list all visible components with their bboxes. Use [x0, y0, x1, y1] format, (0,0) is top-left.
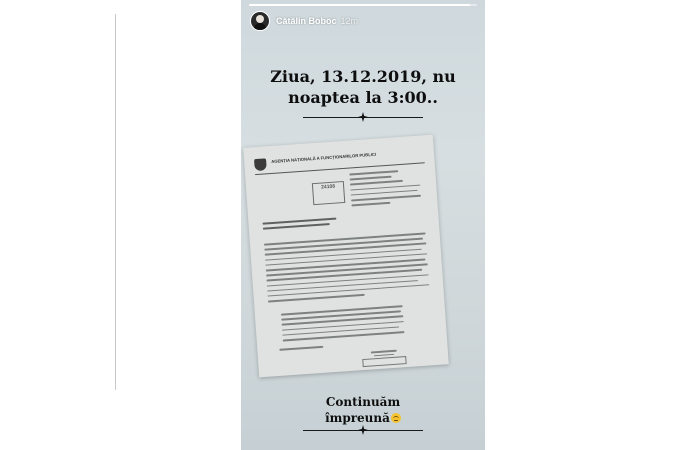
stamp-number: 24108 [321, 183, 336, 191]
document-body-text [264, 232, 430, 305]
footer-line-2-text: împreună [325, 411, 390, 425]
story-header[interactable] [250, 10, 358, 32]
document-agency-name: AGENȚIA NAȚIONALĂ A FUNCȚIONARILOR PUBLICI [271, 151, 377, 164]
document-prefect-list [281, 305, 405, 345]
story-progress-fill [249, 4, 470, 6]
signature-stamp-box [362, 356, 406, 367]
document-closing-text [279, 346, 323, 354]
divider-bottom [303, 425, 423, 435]
document-photo [243, 135, 449, 378]
document-signature-block [362, 349, 407, 367]
story-timestamp: 12m [340, 16, 359, 26]
star-icon [358, 112, 368, 122]
divider-top [303, 112, 423, 122]
avatar[interactable] [250, 11, 270, 31]
story-footer-text [241, 394, 485, 426]
smiling-face-emoji-icon [391, 413, 401, 423]
footer-line-2 [241, 410, 485, 426]
headline-line-1: Ziua, 13.12.2019, nu [270, 67, 456, 86]
username[interactable]: Cătălin Boboc [276, 16, 337, 26]
story-progress-bar [249, 4, 477, 6]
star-icon [358, 425, 368, 435]
left-page-rule [115, 14, 116, 390]
document-recipient-block [262, 218, 337, 234]
coat-of-arms-icon [254, 158, 267, 171]
story-headline [241, 66, 485, 108]
headline-line-2: noaptea la 3:00.. [288, 88, 438, 107]
document-address-block [349, 169, 421, 210]
footer-line-1: Continuăm [325, 395, 401, 409]
registration-stamp [312, 181, 345, 205]
